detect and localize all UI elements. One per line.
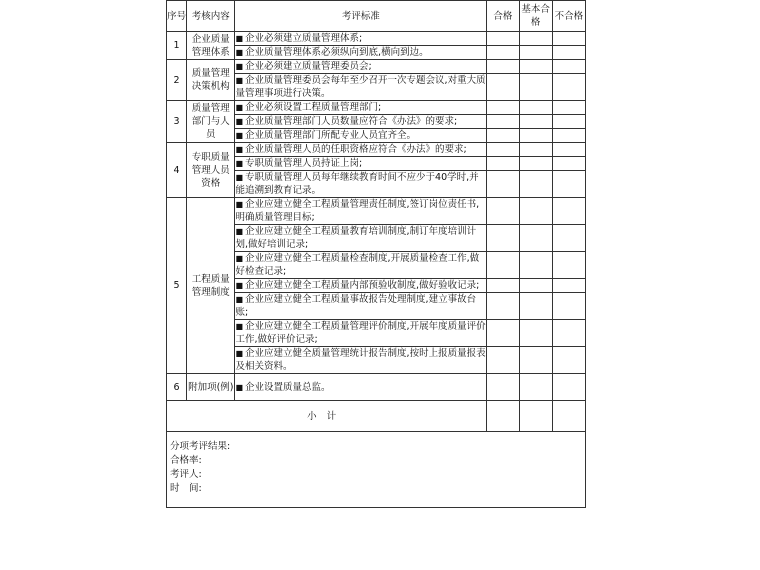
basic-pass-check-cell[interactable] xyxy=(519,46,552,60)
standard-cell xyxy=(235,293,487,320)
standard-cell xyxy=(235,60,487,74)
time-label: 时 间: xyxy=(170,483,202,494)
row-item: 企业质量管理体系 xyxy=(187,32,235,60)
evaluation-table xyxy=(166,0,586,432)
standard-text: 企业必须建立质量管理委员会; xyxy=(245,61,372,72)
bullet-icon: ■ xyxy=(235,145,244,154)
basic-pass-check-cell[interactable] xyxy=(519,129,552,143)
standard-cell xyxy=(235,129,487,143)
basic-pass-check-cell[interactable] xyxy=(519,115,552,129)
evaluation-sheet xyxy=(166,0,586,508)
standard-text: 企业应建立健全工程质量检查制度,开展质量检查工作,做好检查记录; xyxy=(235,253,480,277)
header-item: 考核内容 xyxy=(187,1,235,32)
standard-text: 企业应建立健全工程质量管理责任制度,签订岗位责任书,明确质量管理目标; xyxy=(235,199,480,223)
pass-check-cell[interactable] xyxy=(487,32,519,46)
bullet-icon: ■ xyxy=(235,382,244,392)
standard-cell xyxy=(235,279,487,293)
standard-text: 企业应建立健全工程质量内部预验收制度,做好验收记录; xyxy=(245,280,480,291)
standard-text: 企业质量管理部门所配专业人员宜齐全。 xyxy=(245,130,417,141)
fail-check-cell[interactable] xyxy=(552,74,585,101)
pass-check-cell[interactable] xyxy=(487,198,519,225)
row-item: 专职质量管理人员资格 xyxy=(187,143,235,198)
fail-check-cell[interactable] xyxy=(552,101,585,115)
pass-check-cell[interactable] xyxy=(487,279,519,293)
basic-pass-check-cell[interactable] xyxy=(519,60,552,74)
evaluator-label: 考评人: xyxy=(170,469,202,480)
pass-check-cell[interactable] xyxy=(487,143,519,157)
standard-cell xyxy=(235,101,487,115)
header-pass: 合格 xyxy=(487,1,519,32)
result-section xyxy=(166,432,586,508)
fail-check-cell[interactable] xyxy=(552,252,585,279)
bullet-icon: ■ xyxy=(235,48,244,57)
bullet-icon: ■ xyxy=(235,322,244,331)
pass-check-cell[interactable] xyxy=(487,320,519,347)
basic-pass-check-cell[interactable] xyxy=(519,374,552,401)
standard-text: 企业应建立健全工程质量教育培训制度,制订年度培训计划,做好培训记录; xyxy=(235,226,477,250)
header-basic-pass: 基本合格 xyxy=(519,1,552,32)
pass-check-cell[interactable] xyxy=(487,46,519,60)
pass-check-cell[interactable] xyxy=(487,101,519,115)
basic-pass-check-cell[interactable] xyxy=(519,252,552,279)
subtotal-pass-cell[interactable] xyxy=(487,401,519,432)
pass-check-cell[interactable] xyxy=(487,115,519,129)
standard-cell xyxy=(235,115,487,129)
standard-text: 企业应建立健全工程质量管理评价制度,开展年度质量评价工作,做好评价记录; xyxy=(235,321,486,345)
bullet-icon: ■ xyxy=(235,103,244,112)
fail-check-cell[interactable] xyxy=(552,129,585,143)
pass-check-cell[interactable] xyxy=(487,347,519,374)
fail-check-cell[interactable] xyxy=(552,171,585,198)
pass-check-cell[interactable] xyxy=(487,129,519,143)
bullet-icon: ■ xyxy=(235,34,244,43)
standard-text: 企业质量管理委员会每年至少召开一次专题会议,对重大质量管理事项进行决策。 xyxy=(235,75,486,99)
table-row xyxy=(167,60,586,74)
pass-check-cell[interactable] xyxy=(487,60,519,74)
bullet-icon: ■ xyxy=(235,254,244,263)
standard-cell xyxy=(235,143,487,157)
basic-pass-check-cell[interactable] xyxy=(519,74,552,101)
basic-pass-check-cell[interactable] xyxy=(519,225,552,252)
standard-text: 企业必须建立质量管理体系; xyxy=(245,33,363,44)
bullet-icon: ■ xyxy=(235,159,244,168)
row-no: 3 xyxy=(167,101,187,143)
basic-pass-check-cell[interactable] xyxy=(519,101,552,115)
fail-check-cell[interactable] xyxy=(552,32,585,46)
table-header-row xyxy=(167,1,586,32)
pass-rate-label: 合格率: xyxy=(170,455,202,466)
bullet-icon: ■ xyxy=(235,227,244,236)
subtotal-row xyxy=(167,401,586,432)
standard-cell xyxy=(235,157,487,171)
fail-check-cell[interactable] xyxy=(552,46,585,60)
basic-pass-check-cell[interactable] xyxy=(519,143,552,157)
subtotal-fail-cell[interactable] xyxy=(552,401,585,432)
standard-text: 企业质量管理体系必须纵向到底,横向到边。 xyxy=(245,47,429,58)
pass-check-cell[interactable] xyxy=(487,293,519,320)
row-item: 附加项(例) xyxy=(187,374,235,401)
bullet-icon: ■ xyxy=(235,200,244,209)
fail-check-cell[interactable] xyxy=(552,293,585,320)
fail-check-cell[interactable] xyxy=(552,115,585,129)
subtotal-label: 小计 xyxy=(167,401,487,432)
header-standard: 考评标准 xyxy=(235,1,487,32)
bullet-icon: ■ xyxy=(235,349,244,358)
standard-cell xyxy=(235,347,487,374)
bullet-icon: ■ xyxy=(235,295,244,304)
bullet-icon: ■ xyxy=(235,117,244,126)
header-no: 序号 xyxy=(167,1,187,32)
table-row xyxy=(167,32,586,46)
basic-pass-check-cell[interactable] xyxy=(519,347,552,374)
standard-cell xyxy=(235,74,487,101)
standard-text: 企业设置质量总监。 xyxy=(245,381,331,393)
fail-check-cell[interactable] xyxy=(552,198,585,225)
pass-check-cell[interactable] xyxy=(487,157,519,171)
row-item: 质量管理部门与人员 xyxy=(187,101,235,143)
standard-text: 企业必须设置工程质量管理部门; xyxy=(245,102,382,113)
standard-text: 专职质量管理人员每年继续教育时间不应少于40学时,并能追溯到教育记录。 xyxy=(235,172,479,196)
pass-check-cell[interactable] xyxy=(487,225,519,252)
standard-cell xyxy=(235,374,487,401)
row-item: 工程质量管理制度 xyxy=(187,198,235,374)
standard-cell xyxy=(235,225,487,252)
standard-cell xyxy=(235,252,487,279)
result-label: 分项考评结果: xyxy=(170,441,231,452)
pass-check-cell[interactable] xyxy=(487,252,519,279)
table-row xyxy=(167,198,586,225)
table-row xyxy=(167,143,586,157)
bullet-icon: ■ xyxy=(235,281,244,290)
standard-cell xyxy=(235,46,487,60)
basic-pass-check-cell[interactable] xyxy=(519,293,552,320)
basic-pass-check-cell[interactable] xyxy=(519,198,552,225)
fail-check-cell[interactable] xyxy=(552,279,585,293)
bullet-icon: ■ xyxy=(235,76,244,85)
row-no: 1 xyxy=(167,32,187,60)
pass-check-cell[interactable] xyxy=(487,74,519,101)
row-item: 质量管理决策机构 xyxy=(187,60,235,101)
standard-text: 企业质量管理部门人员数量应符合《办法》的要求; xyxy=(245,116,458,127)
basic-pass-check-cell[interactable] xyxy=(519,32,552,46)
standard-text: 企业应建立健全工程质量事故报告处理制度,建立事故台账; xyxy=(235,294,477,318)
basic-pass-check-cell[interactable] xyxy=(519,171,552,198)
row-no: 2 xyxy=(167,60,187,101)
fail-check-cell[interactable] xyxy=(552,60,585,74)
table-row xyxy=(167,101,586,115)
standard-text: 专职质量管理人员持证上岗; xyxy=(245,158,363,169)
fail-check-cell[interactable] xyxy=(552,374,585,401)
pass-check-cell[interactable] xyxy=(487,171,519,198)
bullet-icon: ■ xyxy=(235,62,244,71)
bullet-icon: ■ xyxy=(235,173,244,182)
basic-pass-check-cell[interactable] xyxy=(519,279,552,293)
bullet-icon: ■ xyxy=(235,131,244,140)
fail-check-cell[interactable] xyxy=(552,157,585,171)
basic-pass-check-cell[interactable] xyxy=(519,320,552,347)
fail-check-cell[interactable] xyxy=(552,347,585,374)
standard-text: 企业应建立健全质量管理统计报告制度,按时上报质量报表及相关资料。 xyxy=(235,348,486,372)
standard-cell xyxy=(235,171,487,198)
standard-cell xyxy=(235,198,487,225)
standard-text: 企业质量管理人员的任职资格应符合《办法》的要求; xyxy=(245,144,467,155)
table-row xyxy=(167,374,586,401)
fail-check-cell[interactable] xyxy=(552,143,585,157)
fail-check-cell[interactable] xyxy=(552,225,585,252)
basic-pass-check-cell[interactable] xyxy=(519,157,552,171)
row-no: 5 xyxy=(167,198,187,374)
standard-cell xyxy=(235,320,487,347)
pass-check-cell[interactable] xyxy=(487,374,519,401)
standard-cell xyxy=(235,32,487,46)
header-fail: 不合格 xyxy=(552,1,585,32)
subtotal-basic-pass-cell[interactable] xyxy=(519,401,552,432)
row-no: 6 xyxy=(167,374,187,401)
fail-check-cell[interactable] xyxy=(552,320,585,347)
row-no: 4 xyxy=(167,143,187,198)
